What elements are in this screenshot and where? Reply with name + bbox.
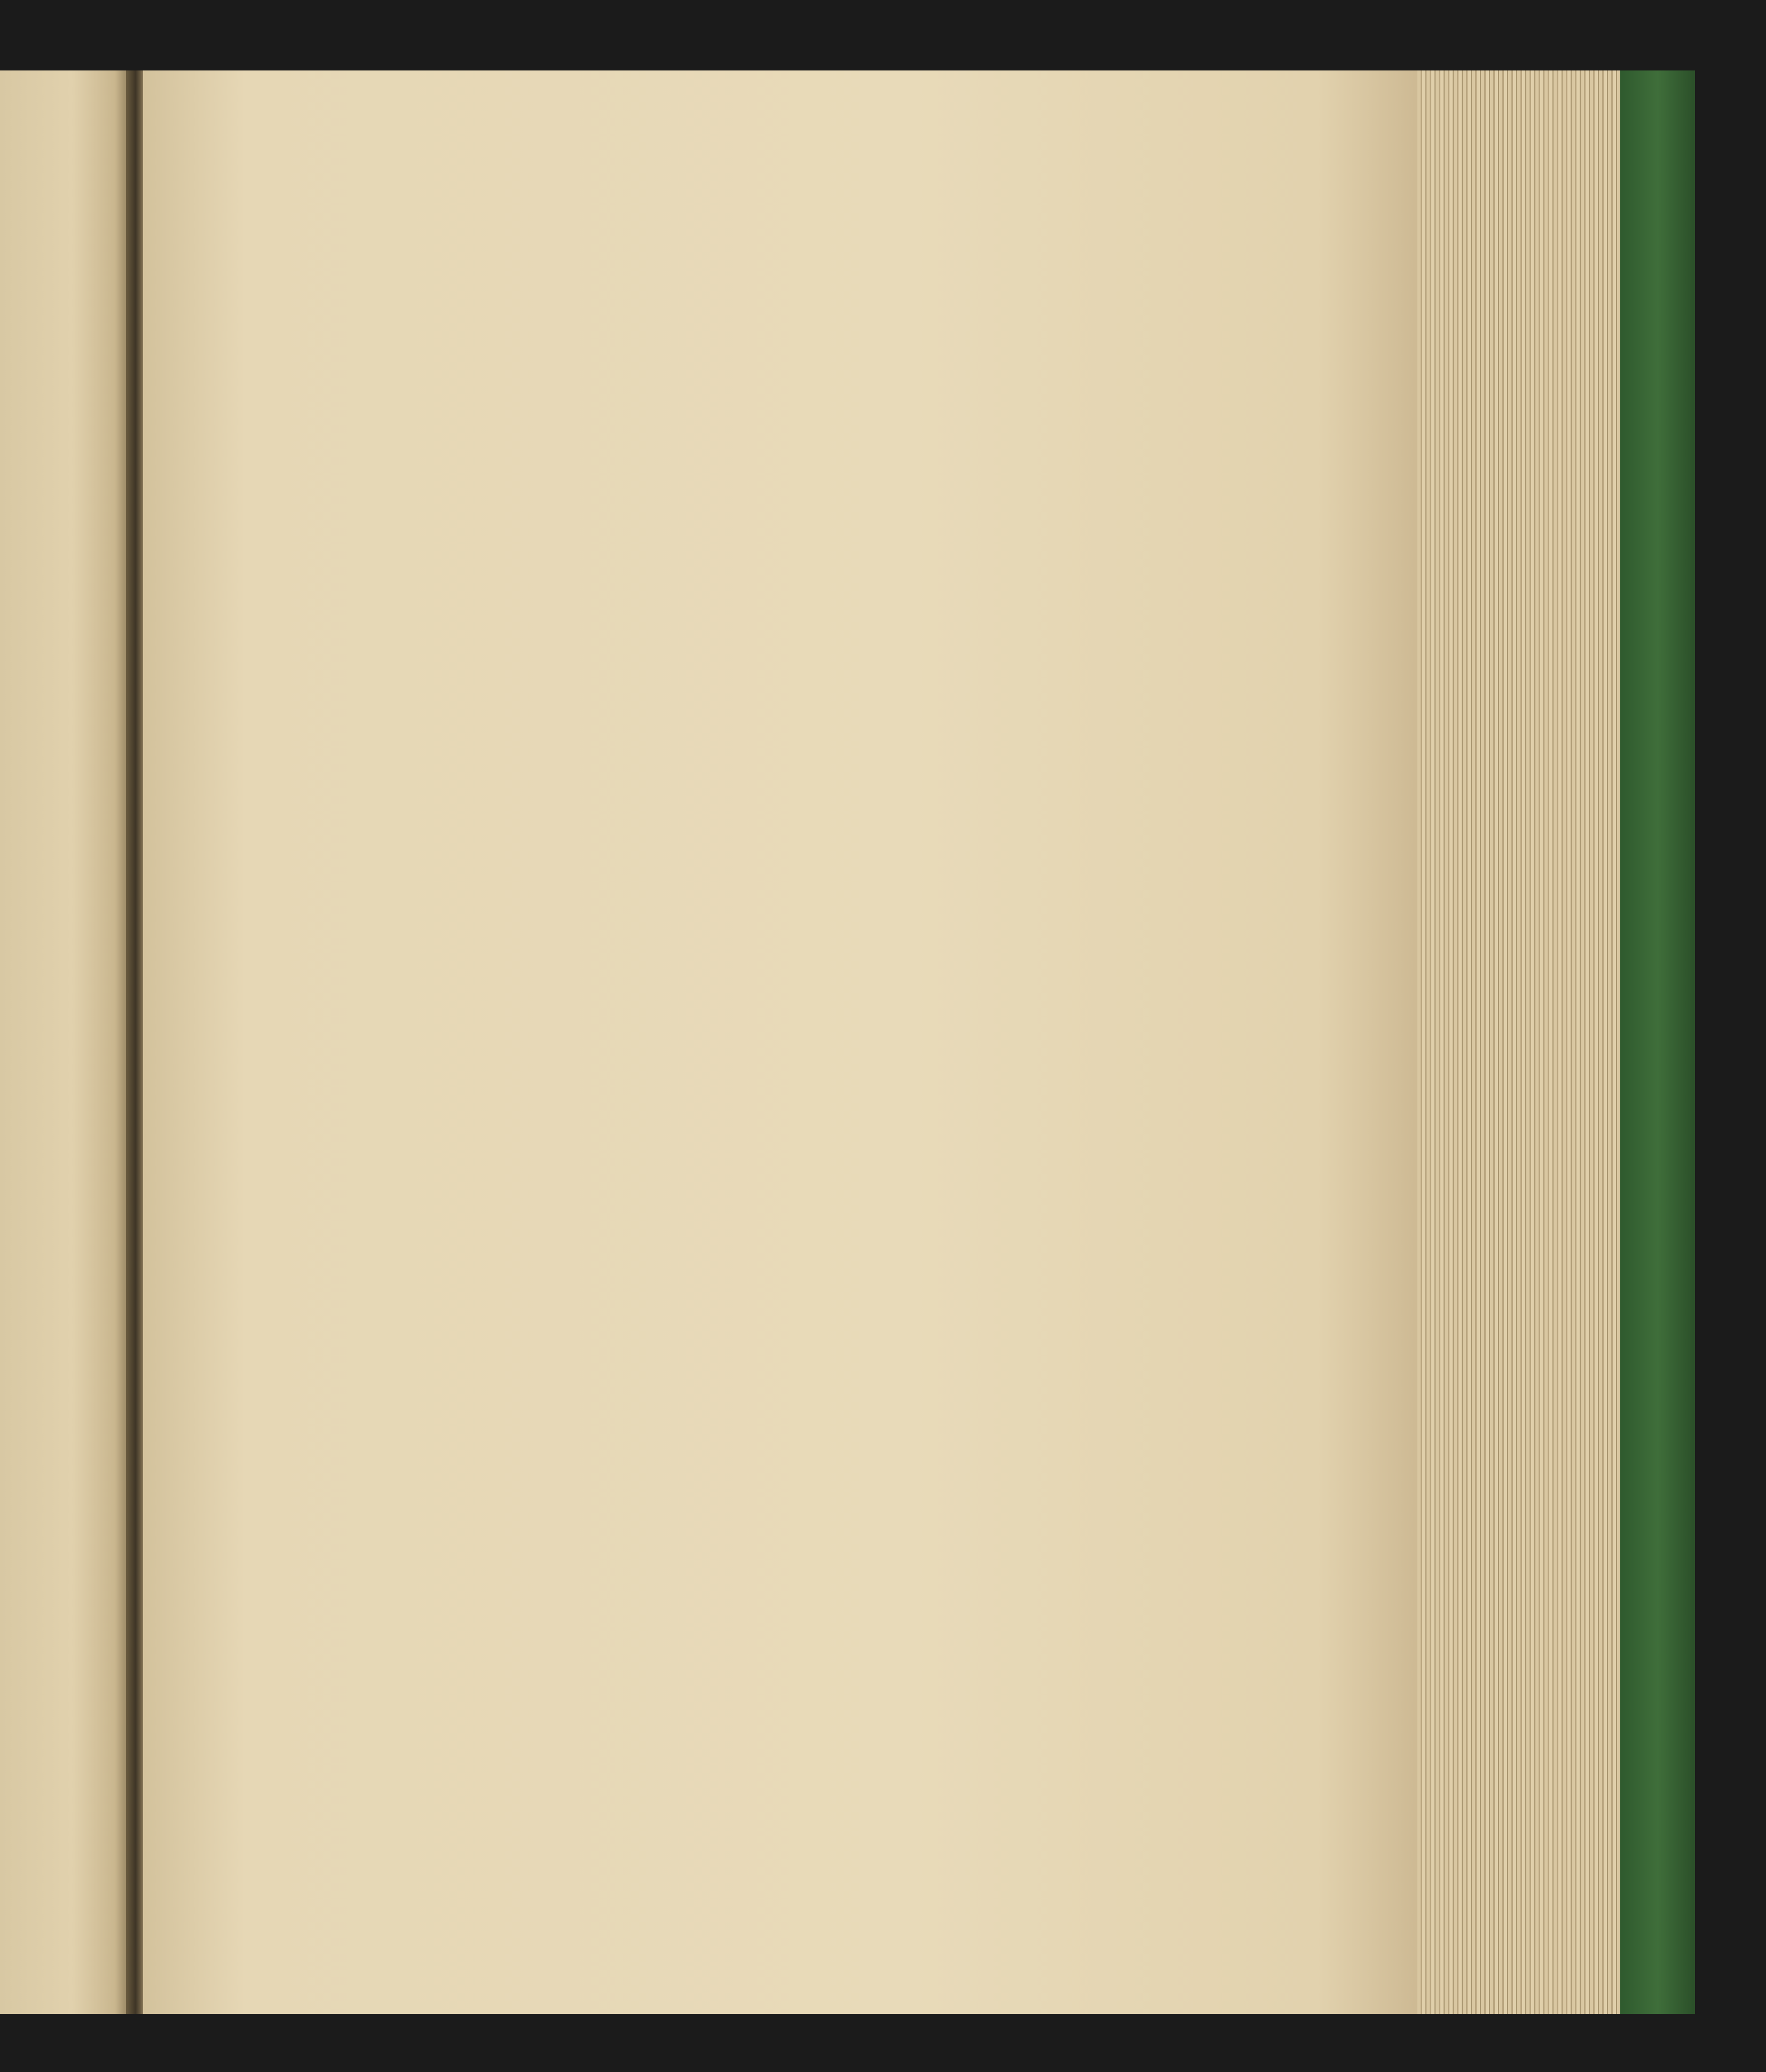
page-edges xyxy=(1417,70,1620,2014)
main-page xyxy=(143,70,1419,2014)
rental-forms-table xyxy=(154,1266,1240,1787)
book-cover xyxy=(1620,70,1695,2014)
left-page xyxy=(0,70,131,2014)
book-spread xyxy=(0,70,1695,2014)
